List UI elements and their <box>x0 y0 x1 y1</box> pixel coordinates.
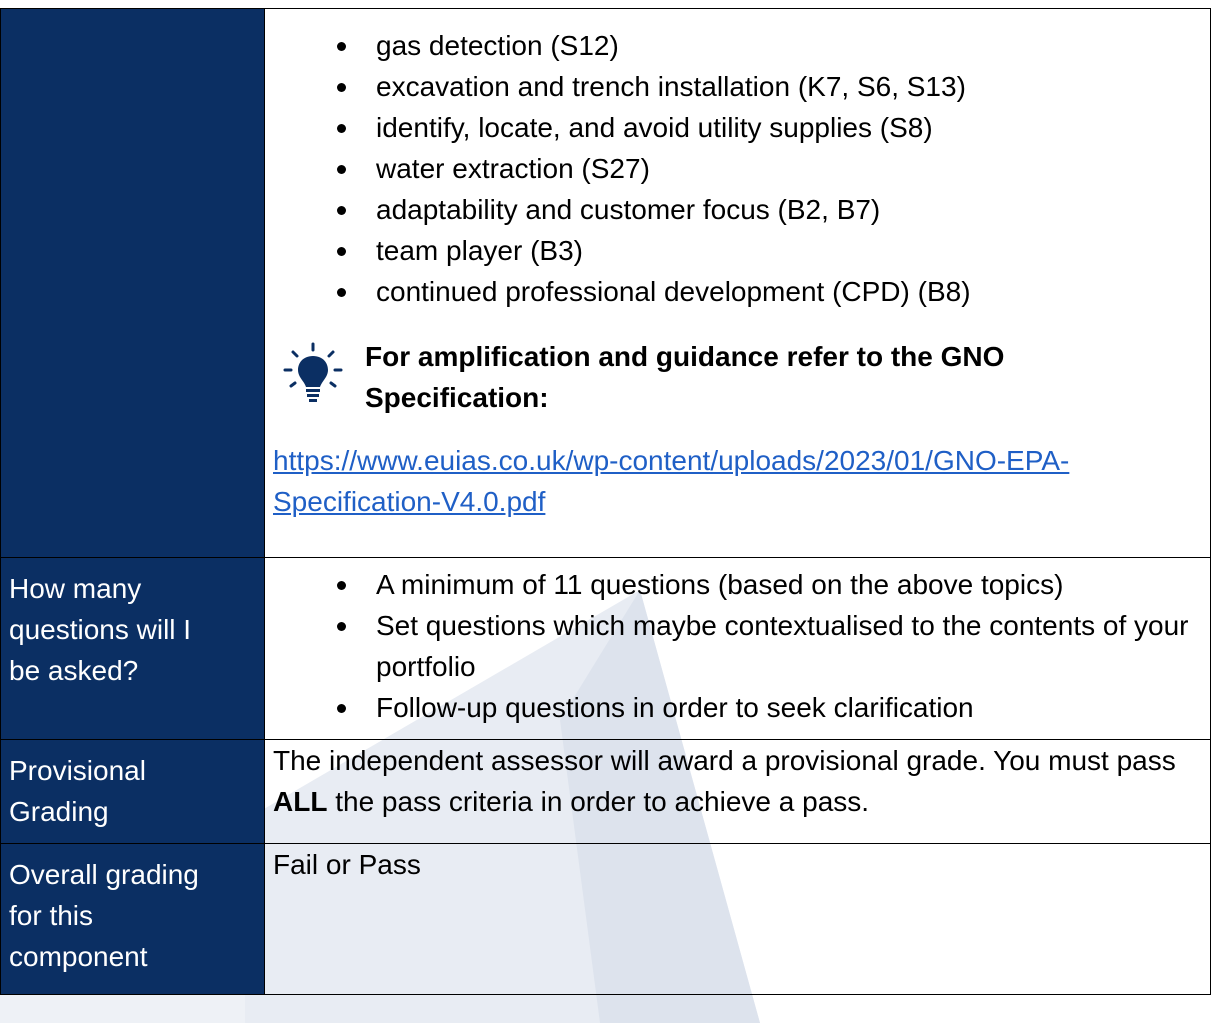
guidance-tip <box>273 330 1210 418</box>
provisional-label-cell <box>1 740 265 844</box>
guidance-line-1: For amplification and guidance refer to the GNO <box>365 341 1005 372</box>
guidance-line-2: Specification: <box>365 382 549 413</box>
topics-row <box>1 9 1211 558</box>
questions-content-cell <box>265 558 1211 740</box>
questions-label-line-1: How many <box>9 573 142 604</box>
guidance-text <box>365 330 1004 418</box>
topics-label-cell <box>1 9 265 558</box>
list-item: excavation and trench installation (K7, S6, S13) <box>273 66 1210 107</box>
list-item: Follow-up questions in order to seek clarification <box>273 687 1210 728</box>
specification-link-line-1[interactable]: https://www.euias.co.uk/wp-content/uploads/2023/01/GNO-EPA- <box>273 445 1070 476</box>
provisional-label-line-2: Grading <box>9 796 109 827</box>
overall-label-line-1: Overall grading <box>9 859 199 890</box>
list-item: Set questions which maybe contextualised to the contents of your portfolio <box>273 605 1210 687</box>
lightbulb-icon <box>281 342 345 406</box>
list-item: team player (B3) <box>273 230 1210 271</box>
list-item: A minimum of 11 questions (based on the above topics) <box>273 564 1210 605</box>
list-item: continued professional development (CPD) (B8) <box>273 271 1210 312</box>
overall-label-line-3: component <box>9 941 148 972</box>
provisional-text-bold: ALL <box>273 786 328 817</box>
questions-label-line-2: questions will I <box>9 614 192 645</box>
provisional-row <box>1 740 1211 844</box>
list-item: water extraction (S27) <box>273 148 1210 189</box>
list-item: gas detection (S12) <box>273 25 1210 66</box>
list-item: identify, locate, and avoid utility supplies (S8) <box>273 107 1210 148</box>
list-item: adaptability and customer focus (B2, B7) <box>273 189 1210 230</box>
questions-row <box>1 558 1211 740</box>
questions-label-line-3: be asked? <box>9 655 139 686</box>
topics-list <box>273 9 1210 312</box>
provisional-content-cell <box>265 740 1211 844</box>
provisional-text: The independent assessor will award a provisional grade. You must pass <box>273 745 1176 776</box>
provisional-label-line-1: Provisional <box>9 755 146 786</box>
overall-label-cell <box>1 844 265 995</box>
specification-table <box>0 8 1211 995</box>
overall-content-cell: Fail or Pass <box>265 844 1211 995</box>
specification-link[interactable] <box>273 440 1210 534</box>
topics-content-cell <box>265 9 1211 558</box>
overall-label-line-2: for this <box>9 900 94 931</box>
provisional-text-end: the pass criteria in order to achieve a pass. <box>327 786 870 817</box>
overall-row <box>1 844 1211 995</box>
specification-link-line-2[interactable]: Specification-V4.0.pdf <box>273 486 546 517</box>
questions-list <box>273 558 1210 728</box>
questions-label-cell <box>1 558 265 740</box>
